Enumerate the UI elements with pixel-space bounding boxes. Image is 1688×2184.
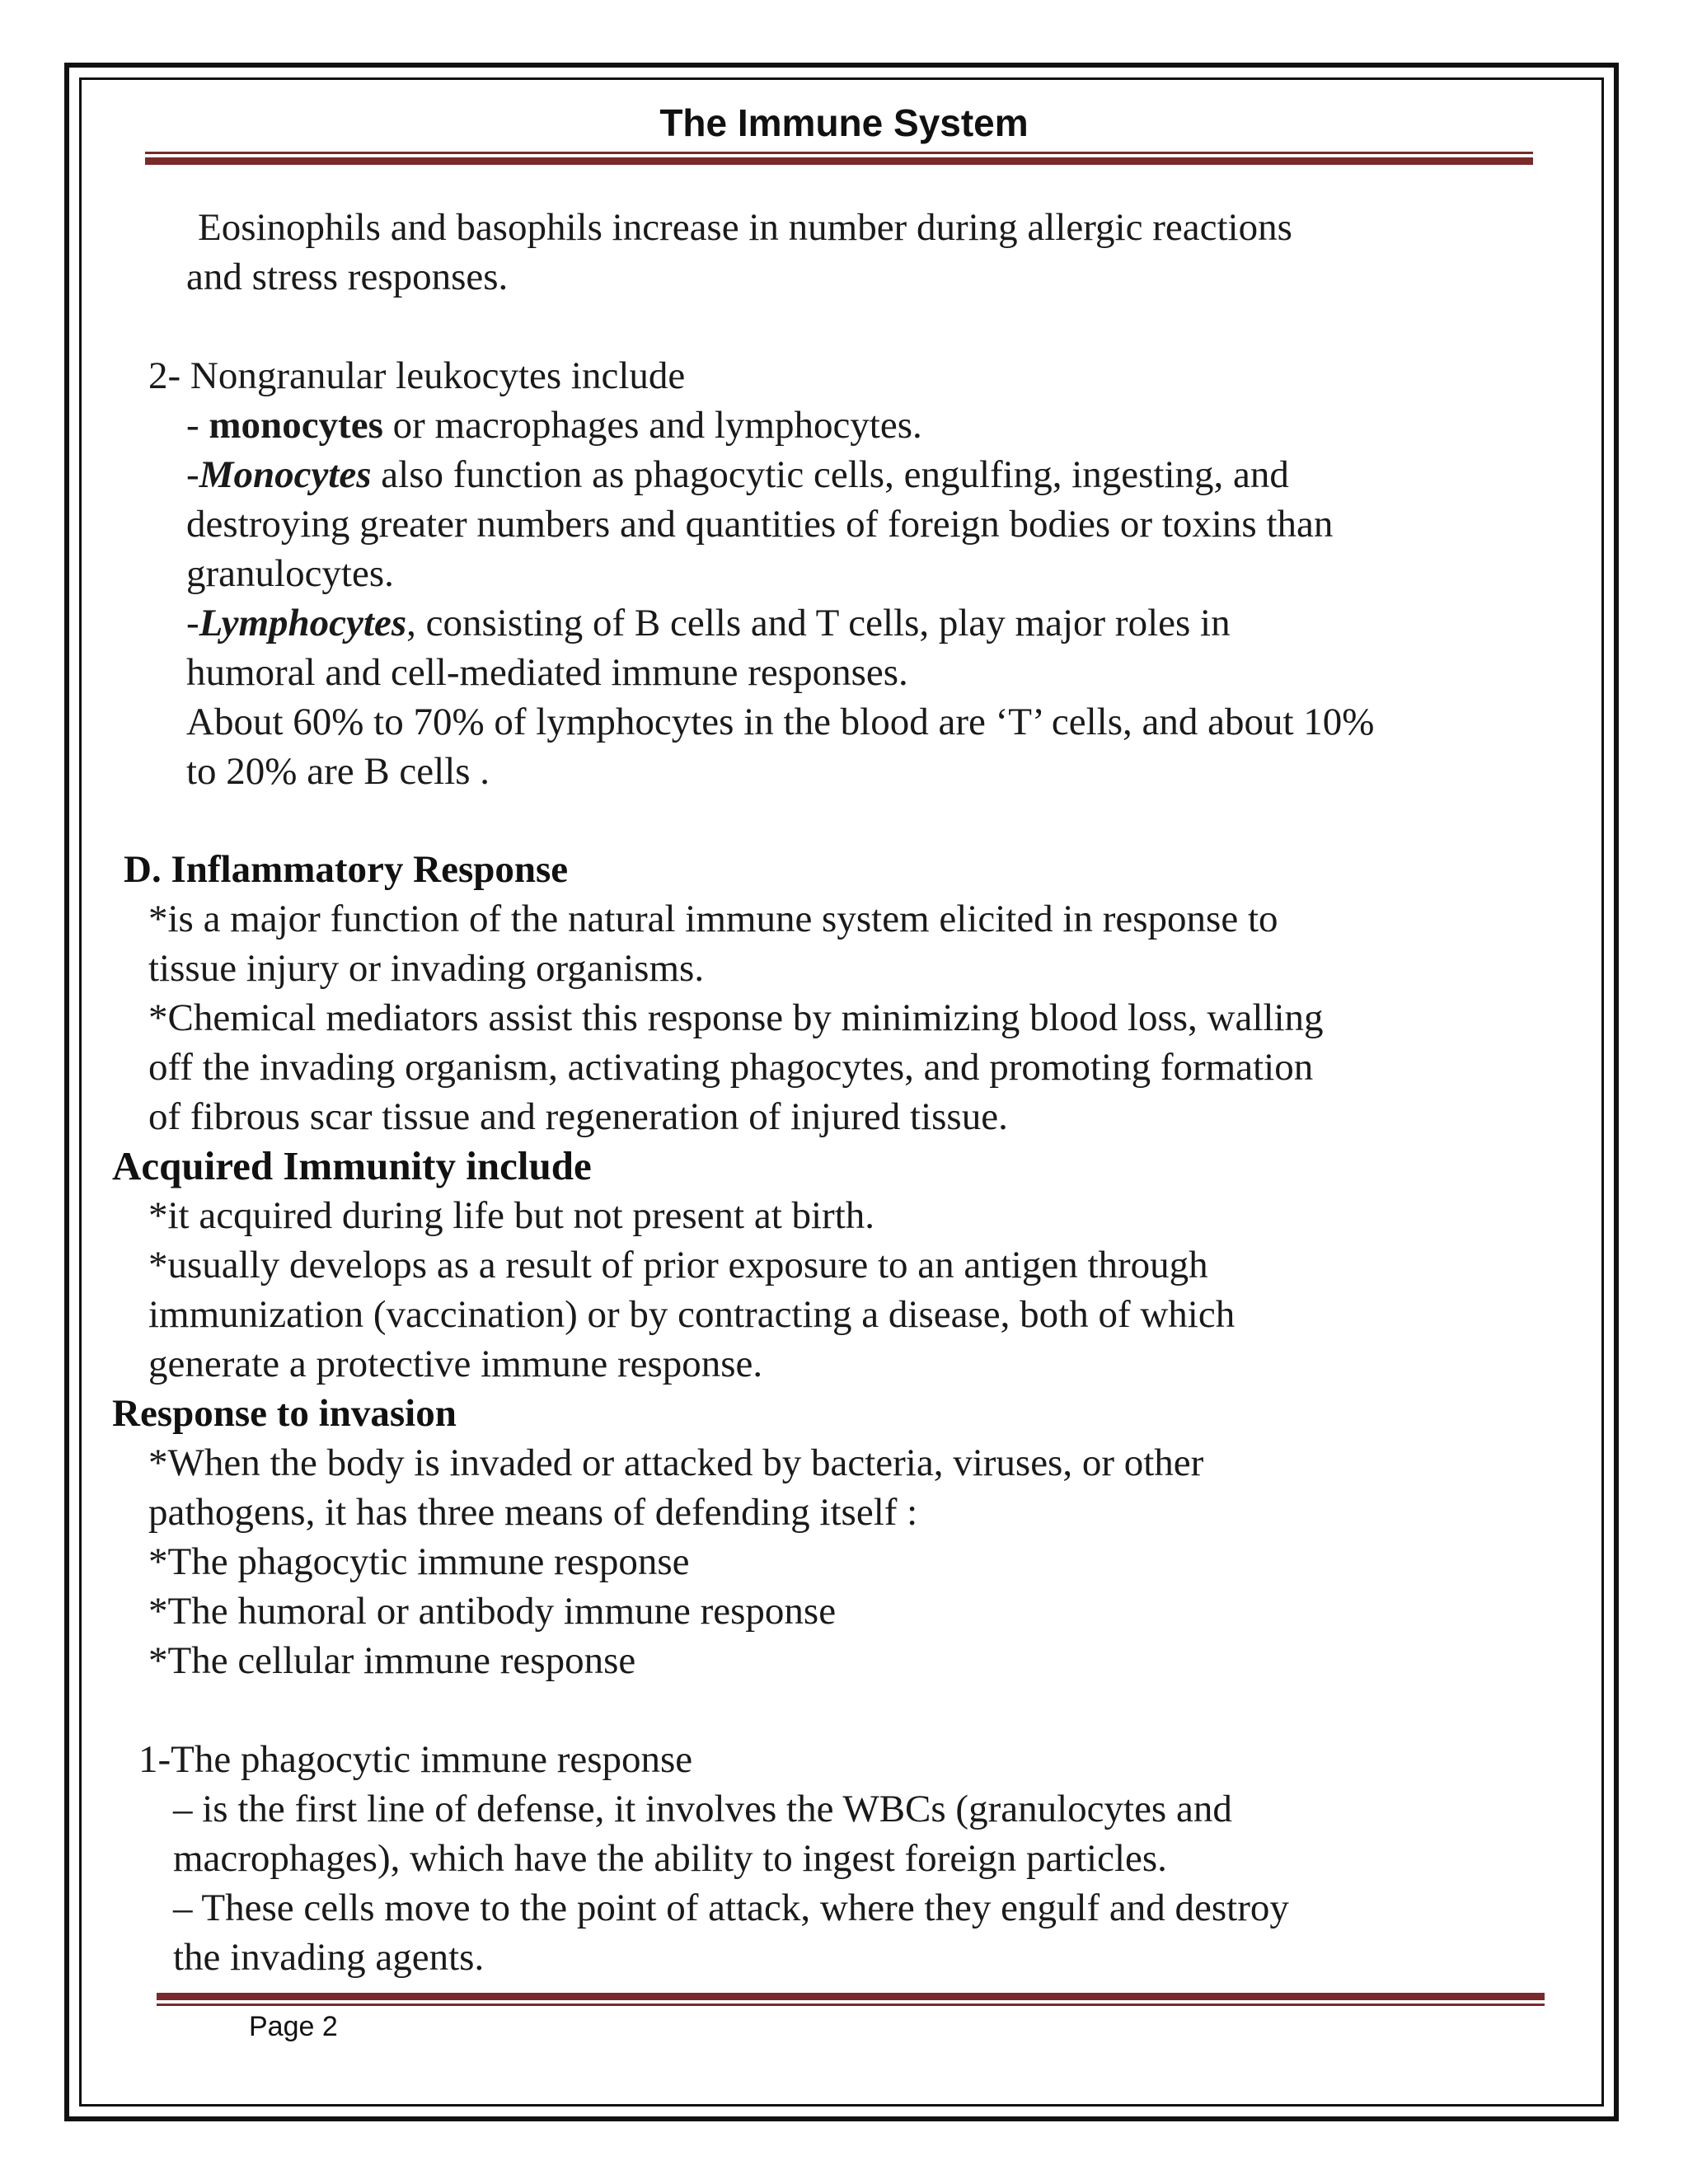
paragraph-line: About 60% to 70% of lymphocytes in the blood are ‘T’ cells, and about 10% <box>186 701 1375 743</box>
paragraph-line: tissue injury or invading organisms. <box>148 947 705 990</box>
section-heading: Response to invasion <box>112 1392 457 1435</box>
paragraph-line: *Chemical mediators assist this response by minimizing blood loss, walling <box>148 996 1324 1039</box>
paragraph-line: macrophages), which have the ability to ingest foreign particles. <box>173 1837 1167 1880</box>
list-item: *The phagocytic immune response <box>148 1540 690 1583</box>
list-item: *The humoral or antibody immune response <box>148 1590 837 1633</box>
paragraph-line: immunization (vaccination) or by contracting a disease, both of which <box>148 1293 1236 1336</box>
paragraph-line: and stress responses. <box>186 255 509 298</box>
paragraph-line: *usually develops as a result of prior exposure to an antigen through <box>148 1244 1208 1286</box>
paragraph-line: – These cells move to the point of attack, where they engulf and destroy <box>173 1886 1289 1929</box>
paragraph-line: – is the first line of defense, it involves the WBCs (granulocytes and <box>173 1788 1232 1830</box>
paragraph-line: pathogens, it has three means of defending itself : <box>148 1491 918 1534</box>
paragraph-line: off the invading organism, activating phagocytes, and promoting formation <box>148 1046 1314 1089</box>
list-item: *The cellular immune response <box>148 1639 636 1682</box>
paragraph-line: generate a protective immune response. <box>148 1343 763 1385</box>
paragraph-line: the invading agents. <box>173 1936 485 1979</box>
paragraph-line: to 20% are B cells . <box>186 750 490 793</box>
paragraph-line: granulocytes. <box>186 552 394 595</box>
paragraph-line: humoral and cell-mediated immune responses. <box>186 651 908 694</box>
paragraph-line: destroying greater numbers and quantities of foreign bodies or toxins than <box>186 503 1334 546</box>
list-item: 1-The phagocytic immune response <box>138 1738 693 1781</box>
footer-rule-thick <box>157 1993 1545 2000</box>
list-item: - monocytes or macrophages and lymphocytes. <box>186 404 922 447</box>
section-heading: Acquired Immunity include <box>112 1143 592 1188</box>
paragraph-line: *is a major function of the natural immune system elicited in response to <box>148 898 1278 940</box>
header-rule <box>145 152 1533 154</box>
paragraph-line: of fibrous scar tissue and regeneration of injured tissue. <box>148 1095 1008 1138</box>
paragraph-line: Eosinophils and basophils increase in number during allergic reactions <box>198 206 1292 249</box>
paragraph-line: -Monocytes also function as phagocytic cells, engulfing, ingesting, and <box>186 453 1289 496</box>
section-heading: D. Inflammatory Response <box>124 848 569 891</box>
header-rule-thick <box>145 157 1533 165</box>
paragraph-line: *When the body is invaded or attacked by bacteria, viruses, or other <box>148 1441 1204 1484</box>
page-title: The Immune System <box>659 101 1029 144</box>
paragraph-line: *it acquired during life but not present at birth. <box>148 1194 875 1237</box>
list-item: 2- Nongranular leukocytes include <box>148 354 686 397</box>
footer-rule <box>157 2004 1545 2006</box>
page-number: Page 2 <box>249 2011 338 2042</box>
paragraph-line: -Lymphocytes, consisting of B cells and T cells, play major roles in <box>186 602 1231 644</box>
